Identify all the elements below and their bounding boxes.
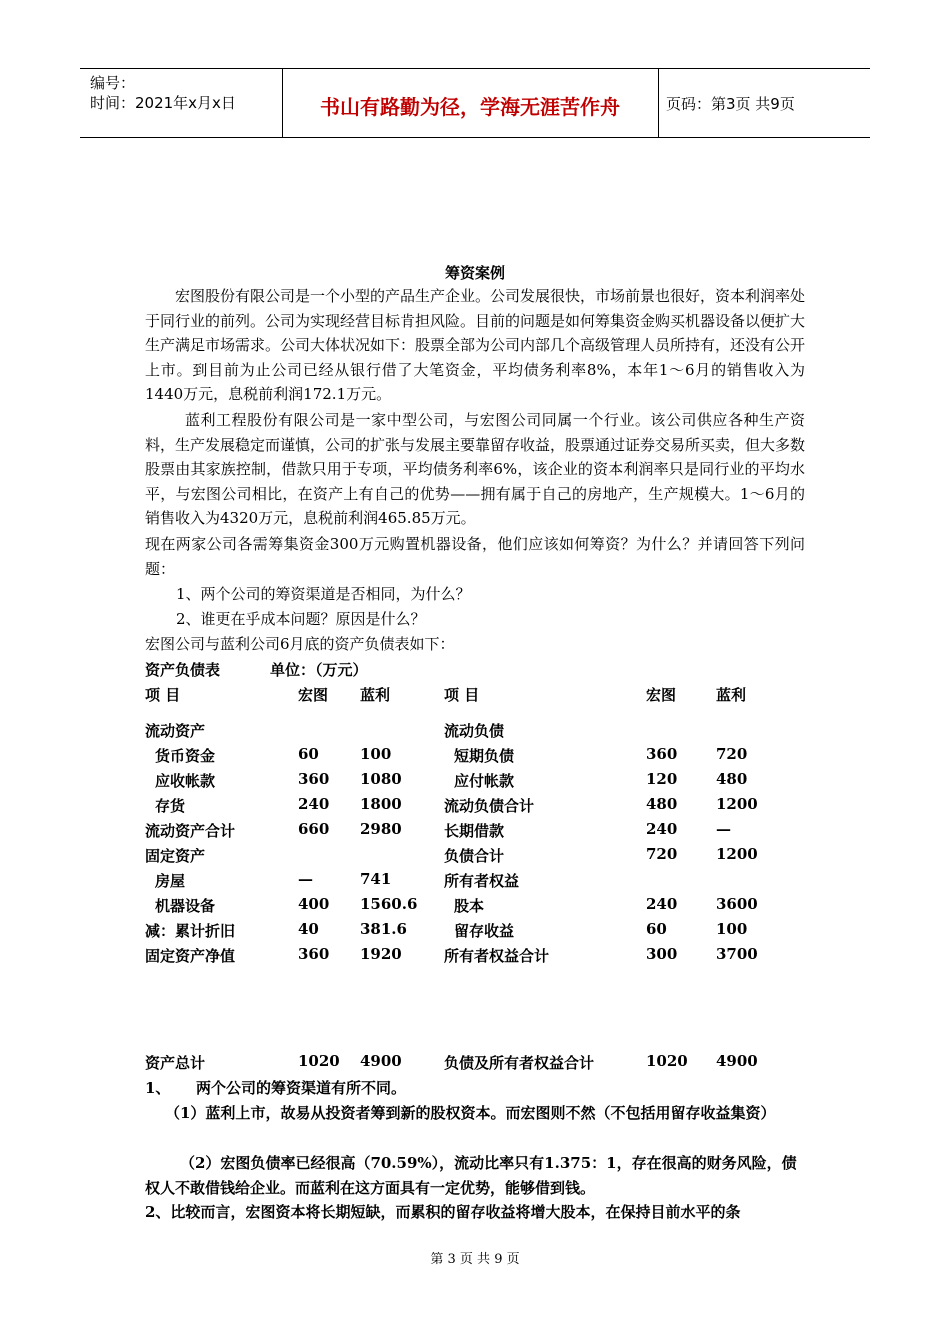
header-motto: 书山有路勤为径，学海无涯苦作舟: [320, 95, 620, 119]
table-cell: 所有者权益: [444, 872, 520, 890]
table-cell: 120: [646, 770, 678, 788]
header-number: 编号：: [90, 74, 136, 92]
paragraph-question-intro: 现在两家公司各需筹集资金300万元购置机器设备，他们应该如何筹资？为什么？并请回答下列问题：: [145, 535, 805, 578]
table-cell: 480: [716, 770, 748, 788]
table-cell: 381.6: [360, 920, 407, 938]
table-cell: 流动资产合计: [145, 822, 236, 840]
question-2: 2、谁更在乎成本问题？原因是什么？: [176, 610, 426, 628]
table-cell: 固定资产: [145, 847, 206, 865]
table-header-cell: 蓝利: [716, 686, 747, 704]
table-cell: 480: [646, 795, 678, 813]
table-unit: 单位：（万元）: [270, 661, 368, 679]
table-header-cell: 宏图: [646, 686, 677, 704]
table-total-cell: 1020: [646, 1052, 688, 1070]
table-cell: 1560.6: [360, 895, 418, 913]
answer-1: 两个公司的筹资渠道有所不同。: [196, 1079, 407, 1097]
table-cell: 流动负债: [444, 722, 505, 740]
question-1: 1、两个公司的筹资渠道是否相同，为什么？: [176, 585, 471, 603]
document-title: 筹资案例: [444, 264, 505, 282]
header-date: 时间：2021年x月x日: [90, 94, 236, 112]
table-cell: 短期负债: [454, 747, 515, 765]
table-cell: 3700: [716, 945, 758, 963]
table-cell: 1200: [716, 795, 758, 813]
table-cell: 留存收益: [454, 922, 515, 940]
table-cell: 流动负债合计: [444, 797, 535, 815]
table-cell: 660: [298, 820, 330, 838]
table-cell: 所有者权益合计: [444, 947, 550, 965]
table-total-cell: 资产总计: [145, 1054, 206, 1072]
table-cell: 流动资产: [145, 722, 206, 740]
table-cell: 1080: [360, 770, 402, 788]
paragraph-lanli: 蓝利工程股份有限公司是一家中型公司，与宏图公司同属一个行业。该公司供应各种生产资料，生产发展稳定而谨慎，公司的扩张与发展主要靠留存收益，股票通过证券交易所买卖，但大多数股票由其家族控制，借款只用于专项，平均债务利率6%，该企业的资本利润率只是同行业的平均水平，与宏图公司相比，在资产上有自己的优势——拥有属于自己的房地产，生产规模大。1～6月的销售收入为4320万元，息税前利润465.85万元。: [145, 411, 806, 527]
table-cell: 360: [298, 770, 330, 788]
table-cell: 60: [646, 920, 667, 938]
answer-1-number: 1、: [145, 1079, 171, 1097]
table-header-cell: 项 目: [444, 686, 480, 704]
table-total-cell: 4900: [716, 1052, 758, 1070]
table-cell: 240: [298, 795, 330, 813]
table-intro: 宏图公司与蓝利公司6月底的资产负债表如下：: [145, 635, 455, 653]
table-cell: 240: [646, 895, 678, 913]
table-cell: 减：累计折旧: [145, 922, 236, 940]
table-cell: 300: [646, 945, 678, 963]
table-cell: 3600: [716, 895, 758, 913]
table-total-cell: 1020: [298, 1052, 340, 1070]
table-cell: —: [298, 870, 313, 888]
table-cell: 货币资金: [155, 747, 216, 765]
table-cell: 固定资产净值: [145, 947, 236, 965]
table-cell: 1920: [360, 945, 402, 963]
table-cell: 存货: [155, 797, 186, 815]
table-cell: 360: [298, 945, 330, 963]
answer-1-2: （2）宏图负债率已经很高（70.59%），流动比率只有1.375：1，存在很高的财务风险，债权人不敢借钱给企业。而蓝利在这方面具有一定优势，能够借到钱。: [145, 1154, 797, 1197]
table-cell: 房屋: [155, 872, 186, 890]
table-header-cell: 项 目: [145, 686, 181, 704]
table-cell: 1200: [716, 845, 758, 863]
table-cell: 60: [298, 745, 319, 763]
table-total-cell: 4900: [360, 1052, 402, 1070]
table-cell: 40: [298, 920, 319, 938]
table-cell: 2980: [360, 820, 402, 838]
table-header-cell: 蓝利: [360, 686, 391, 704]
table-cell: —: [716, 820, 731, 838]
table-cell: 长期借款: [444, 822, 505, 840]
table-cell: 机器设备: [155, 897, 216, 915]
header-page-number: 页码：第3页 共9页: [666, 95, 795, 113]
table-cell: 应收帐款: [155, 772, 216, 790]
page-footer: 第 3 页 共 9 页: [430, 1252, 520, 1267]
table-cell: 400: [298, 895, 330, 913]
table-cell: 股本: [454, 897, 485, 915]
table-caption: 资产负债表: [145, 661, 221, 679]
table-cell: 720: [716, 745, 748, 763]
answer-1-1: （1）蓝利上市，故易从投资者筹到新的股权资本。而宏图则不然（不包括用留存收益集资）: [165, 1104, 776, 1122]
table-cell: 100: [716, 920, 748, 938]
table-cell: 应付帐款: [454, 772, 515, 790]
answer-2: 2、比较而言，宏图资本将长期短缺，而累积的留存收益将增大股本，在保持目前水平的条: [145, 1203, 741, 1221]
table-cell: 负债合计: [444, 847, 505, 865]
table-cell: 240: [646, 820, 678, 838]
table-total-cell: 负债及所有者权益合计: [444, 1054, 595, 1072]
table-header-cell: 宏图: [298, 686, 329, 704]
paragraph-hongtu: 宏图股份有限公司是一个小型的产品生产企业。公司发展很快，市场前景也很好，资本利润率处于同行业的前列。公司为实现经营目标肯担风险。目前的问题是如何筹集资金购买机器设备以便扩大生产满足市场需求。公司大体状况如下：股票全部为公司内部几个高级管理人员所持有，还没有公开上市。到目前为止公司已经从银行借了大笔资金，平均债务利率8%，本年1～6月的销售收入为1440万元，息税前利润172.1万元。: [145, 287, 806, 403]
table-cell: 741: [360, 870, 392, 888]
table-cell: 720: [646, 845, 678, 863]
table-cell: 360: [646, 745, 678, 763]
table-cell: 1800: [360, 795, 402, 813]
table-cell: 100: [360, 745, 392, 763]
